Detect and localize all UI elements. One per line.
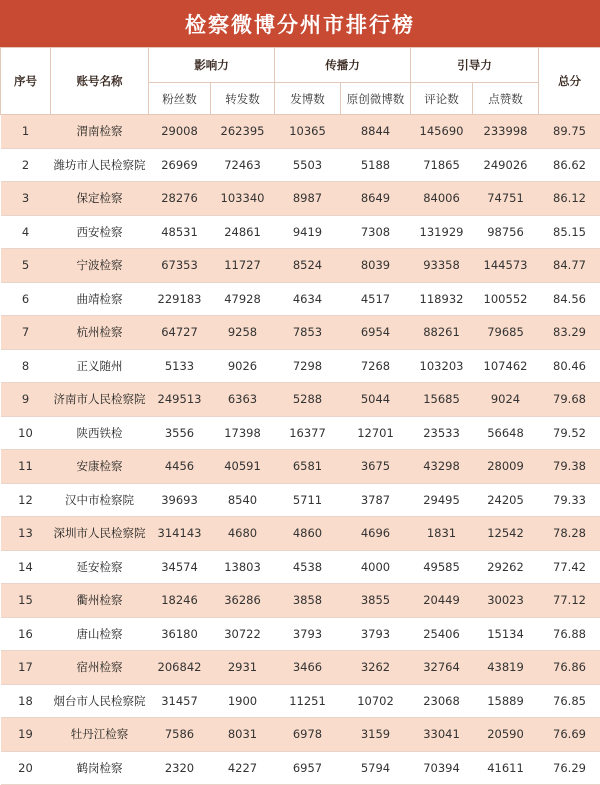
- cell-fans: 36180: [149, 617, 211, 651]
- cell-total: 76.86: [539, 651, 600, 685]
- cell-comments: 29495: [411, 483, 473, 517]
- cell-rank: 14: [1, 550, 51, 584]
- cell-reposts: 1900: [211, 684, 275, 718]
- cell-original: 3793: [341, 617, 411, 651]
- cell-posts: 4538: [275, 550, 341, 584]
- cell-reposts: 9258: [211, 316, 275, 350]
- cell-likes: 20590: [473, 718, 539, 752]
- cell-reposts: 2931: [211, 651, 275, 685]
- table-row: [1, 550, 600, 584]
- cell-name: 衢州检察: [51, 584, 149, 618]
- cell-original: 3262: [341, 651, 411, 685]
- cell-fans: 48531: [149, 215, 211, 249]
- cell-fans: 64727: [149, 316, 211, 350]
- cell-comments: 43298: [411, 450, 473, 484]
- cell-posts: 6957: [275, 751, 341, 785]
- cell-total: 79.68: [539, 383, 600, 417]
- cell-total: 76.69: [539, 718, 600, 752]
- cell-rank: 2: [1, 148, 51, 182]
- cell-rank: 1: [1, 115, 51, 149]
- cell-likes: 41611: [473, 751, 539, 785]
- cell-fans: 3556: [149, 416, 211, 450]
- cell-rank: 12: [1, 483, 51, 517]
- cell-posts: 6978: [275, 718, 341, 752]
- table-row: [1, 249, 600, 283]
- cell-original: 5188: [341, 148, 411, 182]
- cell-total: 78.28: [539, 517, 600, 551]
- cell-original: 8649: [341, 182, 411, 216]
- cell-comments: 88261: [411, 316, 473, 350]
- cell-likes: 98756: [473, 215, 539, 249]
- cell-name: 烟台市人民检察院: [51, 684, 149, 718]
- cell-comments: 71865: [411, 148, 473, 182]
- cell-fans: 314143: [149, 517, 211, 551]
- cell-reposts: 103340: [211, 182, 275, 216]
- cell-posts: 3466: [275, 651, 341, 685]
- header-account: 账号名称: [51, 48, 149, 115]
- cell-name: 保定检察: [51, 182, 149, 216]
- cell-original: 7308: [341, 215, 411, 249]
- cell-comments: 70394: [411, 751, 473, 785]
- cell-name: 唐山检察: [51, 617, 149, 651]
- cell-rank: 19: [1, 718, 51, 752]
- cell-fans: 229183: [149, 282, 211, 316]
- cell-likes: 74751: [473, 182, 539, 216]
- cell-name: 正义随州: [51, 349, 149, 383]
- cell-posts: 10365: [275, 115, 341, 149]
- cell-posts: 6581: [275, 450, 341, 484]
- cell-fans: 18246: [149, 584, 211, 618]
- table-row: [1, 215, 600, 249]
- cell-total: 89.75: [539, 115, 600, 149]
- cell-original: 7268: [341, 349, 411, 383]
- table-row: [1, 148, 600, 182]
- cell-comments: 49585: [411, 550, 473, 584]
- cell-original: 5794: [341, 751, 411, 785]
- cell-name: 陕西铁检: [51, 416, 149, 450]
- cell-original: 3855: [341, 584, 411, 618]
- table-row: [1, 517, 600, 551]
- table-row: [1, 651, 600, 685]
- table-row: [1, 383, 600, 417]
- cell-rank: 9: [1, 383, 51, 417]
- cell-original: 8039: [341, 249, 411, 283]
- cell-comments: 23533: [411, 416, 473, 450]
- cell-likes: 30023: [473, 584, 539, 618]
- header-reposts: 转发数: [211, 83, 275, 115]
- cell-posts: 4860: [275, 517, 341, 551]
- table-row: [1, 617, 600, 651]
- header-fans: 粉丝数: [149, 83, 211, 115]
- cell-name: 汉中市检察院: [51, 483, 149, 517]
- cell-reposts: 4227: [211, 751, 275, 785]
- header-guidance: 引导力: [411, 48, 539, 83]
- cell-fans: 5133: [149, 349, 211, 383]
- cell-name: 潍坊市人民检察院: [51, 148, 149, 182]
- cell-fans: 249513: [149, 383, 211, 417]
- cell-likes: 249026: [473, 148, 539, 182]
- cell-original: 3675: [341, 450, 411, 484]
- table-row: [1, 416, 600, 450]
- cell-posts: 9419: [275, 215, 341, 249]
- table-row: [1, 718, 600, 752]
- table-row: [1, 584, 600, 618]
- ranking-table: [0, 47, 600, 785]
- cell-fans: 67353: [149, 249, 211, 283]
- header-comments: 评论数: [411, 83, 473, 115]
- cell-rank: 4: [1, 215, 51, 249]
- cell-comments: 145690: [411, 115, 473, 149]
- table-row: [1, 751, 600, 785]
- cell-rank: 18: [1, 684, 51, 718]
- cell-likes: 28009: [473, 450, 539, 484]
- header-posts: 发博数: [275, 83, 341, 115]
- cell-likes: 79685: [473, 316, 539, 350]
- cell-reposts: 72463: [211, 148, 275, 182]
- table-row: [1, 349, 600, 383]
- cell-total: 77.12: [539, 584, 600, 618]
- cell-total: 86.12: [539, 182, 600, 216]
- cell-comments: 15685: [411, 383, 473, 417]
- header-influence: 影响力: [149, 48, 275, 83]
- cell-name: 宁波检察: [51, 249, 149, 283]
- cell-posts: 7853: [275, 316, 341, 350]
- cell-fans: 31457: [149, 684, 211, 718]
- cell-likes: 100552: [473, 282, 539, 316]
- cell-reposts: 4680: [211, 517, 275, 551]
- cell-name: 渭南检察: [51, 115, 149, 149]
- cell-original: 12701: [341, 416, 411, 450]
- cell-name: 宿州检察: [51, 651, 149, 685]
- cell-comments: 32764: [411, 651, 473, 685]
- cell-rank: 3: [1, 182, 51, 216]
- cell-likes: 24205: [473, 483, 539, 517]
- cell-rank: 8: [1, 349, 51, 383]
- cell-likes: 144573: [473, 249, 539, 283]
- cell-reposts: 262395: [211, 115, 275, 149]
- cell-original: 3159: [341, 718, 411, 752]
- cell-rank: 16: [1, 617, 51, 651]
- cell-fans: 4456: [149, 450, 211, 484]
- cell-posts: 11251: [275, 684, 341, 718]
- cell-likes: 15889: [473, 684, 539, 718]
- cell-rank: 13: [1, 517, 51, 551]
- cell-comments: 23068: [411, 684, 473, 718]
- table-row: [1, 684, 600, 718]
- cell-total: 84.56: [539, 282, 600, 316]
- cell-posts: 16377: [275, 416, 341, 450]
- cell-name: 杭州检察: [51, 316, 149, 350]
- cell-original: 4517: [341, 282, 411, 316]
- cell-fans: 7586: [149, 718, 211, 752]
- cell-name: 鹤岗检察: [51, 751, 149, 785]
- cell-rank: 17: [1, 651, 51, 685]
- table-row: [1, 483, 600, 517]
- cell-comments: 33041: [411, 718, 473, 752]
- cell-comments: 93358: [411, 249, 473, 283]
- cell-posts: 3858: [275, 584, 341, 618]
- cell-comments: 131929: [411, 215, 473, 249]
- cell-rank: 7: [1, 316, 51, 350]
- cell-likes: 56648: [473, 416, 539, 450]
- cell-rank: 11: [1, 450, 51, 484]
- cell-total: 79.52: [539, 416, 600, 450]
- cell-posts: 5503: [275, 148, 341, 182]
- cell-fans: 34574: [149, 550, 211, 584]
- cell-name: 曲靖检察: [51, 282, 149, 316]
- cell-total: 79.33: [539, 483, 600, 517]
- cell-likes: 43819: [473, 651, 539, 685]
- cell-name: 济南市人民检察院: [51, 383, 149, 417]
- cell-total: 84.77: [539, 249, 600, 283]
- cell-original: 4000: [341, 550, 411, 584]
- cell-name: 延安检察: [51, 550, 149, 584]
- table-row: [1, 316, 600, 350]
- cell-fans: 206842: [149, 651, 211, 685]
- cell-total: 76.88: [539, 617, 600, 651]
- cell-total: 80.46: [539, 349, 600, 383]
- cell-reposts: 30722: [211, 617, 275, 651]
- cell-likes: 9024: [473, 383, 539, 417]
- cell-posts: 7298: [275, 349, 341, 383]
- cell-fans: 29008: [149, 115, 211, 149]
- cell-original: 5044: [341, 383, 411, 417]
- cell-name: 安康检察: [51, 450, 149, 484]
- cell-likes: 29262: [473, 550, 539, 584]
- table-row: [1, 115, 600, 149]
- cell-fans: 28276: [149, 182, 211, 216]
- cell-likes: 233998: [473, 115, 539, 149]
- cell-name: 西安检察: [51, 215, 149, 249]
- table-row: [1, 182, 600, 216]
- cell-reposts: 36286: [211, 584, 275, 618]
- cell-posts: 5288: [275, 383, 341, 417]
- cell-likes: 15134: [473, 617, 539, 651]
- table-row: [1, 450, 600, 484]
- cell-original: 3787: [341, 483, 411, 517]
- cell-posts: 8987: [275, 182, 341, 216]
- cell-reposts: 47928: [211, 282, 275, 316]
- cell-total: 83.29: [539, 316, 600, 350]
- cell-posts: 5711: [275, 483, 341, 517]
- cell-original: 10702: [341, 684, 411, 718]
- page-title: 检察微博分州市排行榜: [0, 0, 600, 47]
- cell-comments: 20449: [411, 584, 473, 618]
- table-row: [1, 282, 600, 316]
- cell-posts: 8524: [275, 249, 341, 283]
- cell-rank: 20: [1, 751, 51, 785]
- cell-reposts: 8031: [211, 718, 275, 752]
- cell-total: 76.85: [539, 684, 600, 718]
- header-spread: 传播力: [275, 48, 411, 83]
- cell-rank: 10: [1, 416, 51, 450]
- cell-reposts: 40591: [211, 450, 275, 484]
- cell-total: 77.42: [539, 550, 600, 584]
- header-original: 原创微博数: [341, 83, 411, 115]
- cell-posts: 3793: [275, 617, 341, 651]
- cell-reposts: 6363: [211, 383, 275, 417]
- cell-reposts: 13803: [211, 550, 275, 584]
- cell-reposts: 11727: [211, 249, 275, 283]
- cell-comments: 84006: [411, 182, 473, 216]
- cell-original: 8844: [341, 115, 411, 149]
- cell-fans: 26969: [149, 148, 211, 182]
- cell-total: 85.15: [539, 215, 600, 249]
- header-total: 总分: [539, 48, 600, 115]
- cell-reposts: 24861: [211, 215, 275, 249]
- header-rank: 序号: [1, 48, 51, 115]
- cell-fans: 2320: [149, 751, 211, 785]
- cell-reposts: 17398: [211, 416, 275, 450]
- cell-rank: 6: [1, 282, 51, 316]
- cell-rank: 15: [1, 584, 51, 618]
- cell-comments: 1831: [411, 517, 473, 551]
- cell-total: 76.29: [539, 751, 600, 785]
- cell-original: 6954: [341, 316, 411, 350]
- header-likes: 点赞数: [473, 83, 539, 115]
- cell-name: 牡丹江检察: [51, 718, 149, 752]
- cell-likes: 107462: [473, 349, 539, 383]
- cell-total: 79.38: [539, 450, 600, 484]
- table-body: [1, 115, 600, 785]
- cell-rank: 5: [1, 249, 51, 283]
- cell-comments: 103203: [411, 349, 473, 383]
- cell-comments: 25406: [411, 617, 473, 651]
- cell-reposts: 9026: [211, 349, 275, 383]
- cell-fans: 39693: [149, 483, 211, 517]
- cell-name: 深圳市人民检察院: [51, 517, 149, 551]
- cell-comments: 118932: [411, 282, 473, 316]
- cell-total: 86.62: [539, 148, 600, 182]
- cell-posts: 4634: [275, 282, 341, 316]
- cell-original: 4696: [341, 517, 411, 551]
- cell-reposts: 8540: [211, 483, 275, 517]
- cell-likes: 12542: [473, 517, 539, 551]
